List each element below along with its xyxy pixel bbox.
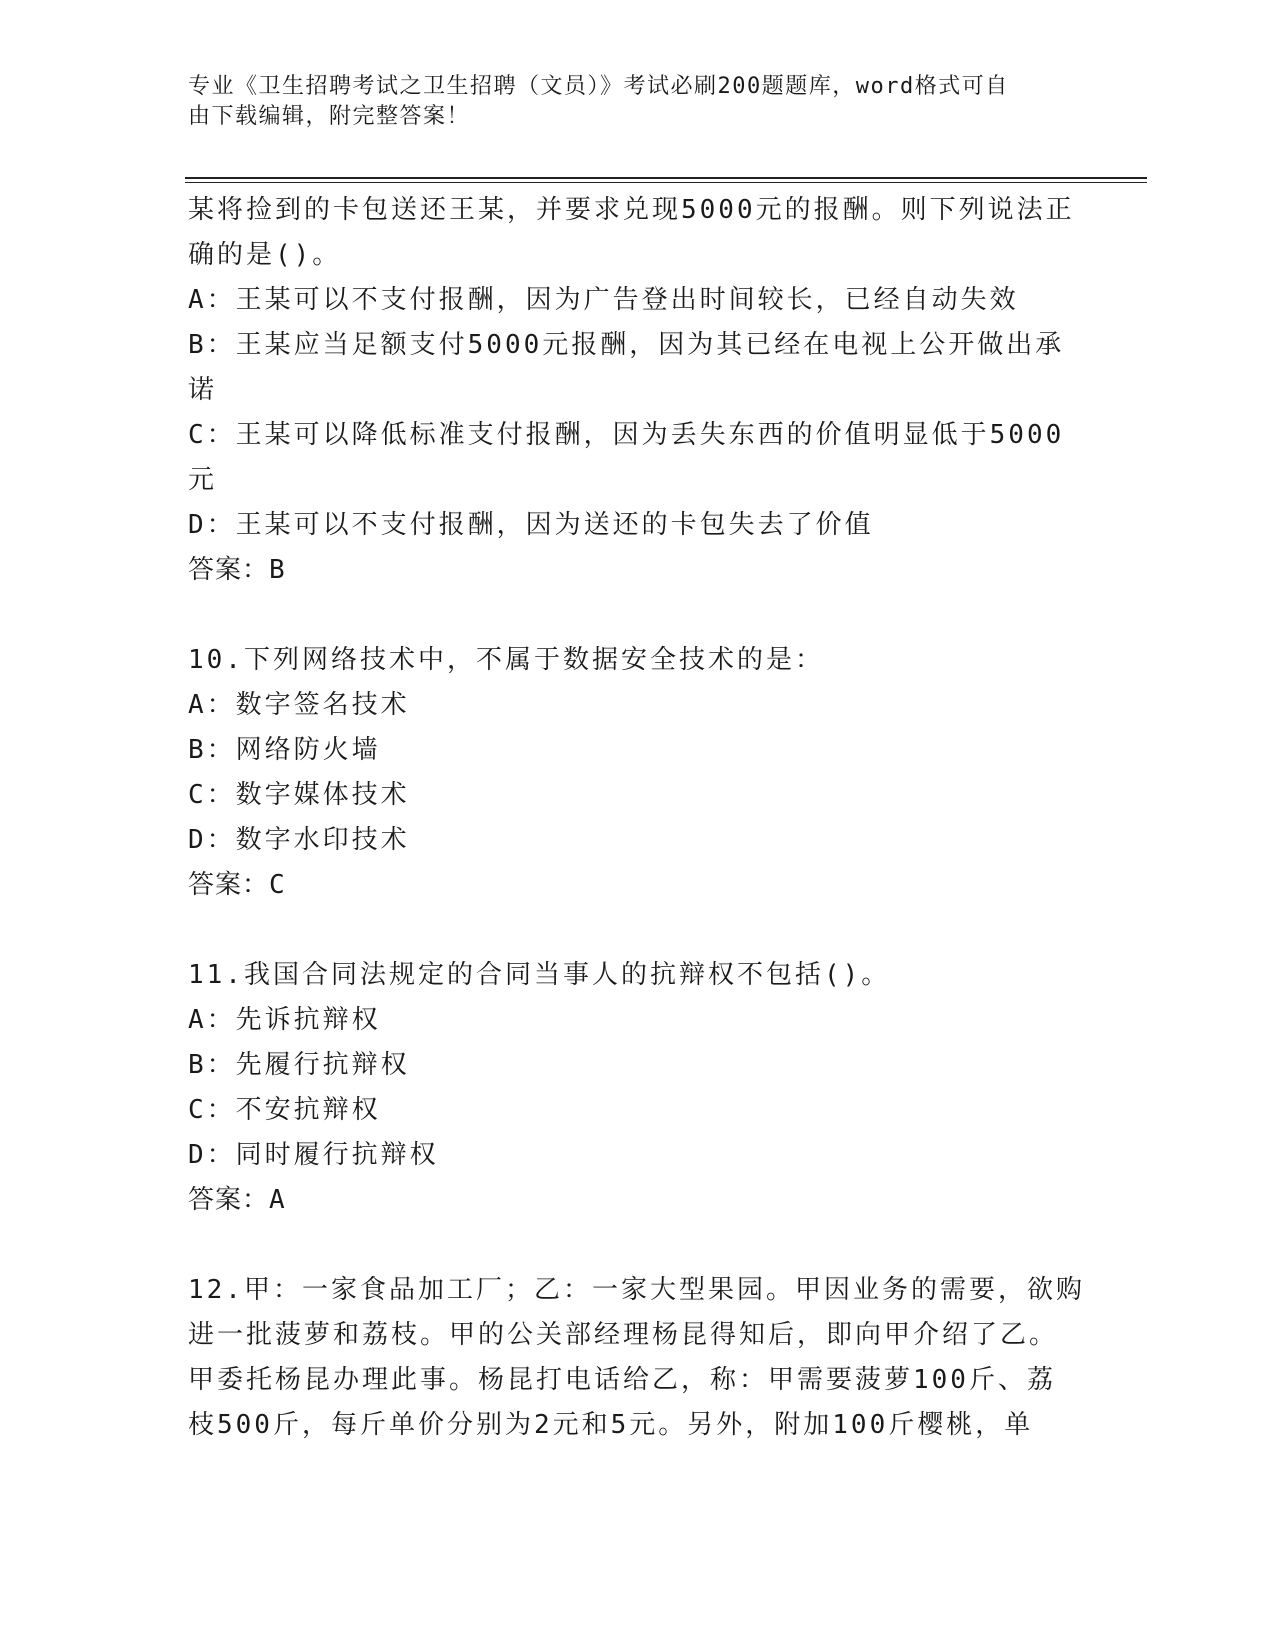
question-12 [188, 1268, 1088, 1448]
option-c: C：不安抗辩权 [188, 1095, 381, 1125]
option-a: A：王某可以不支付报酬，因为广告登出时间较长，已经自动失效 [188, 285, 1019, 315]
header-divider-thick [185, 177, 1147, 179]
spacer [188, 908, 1088, 953]
question-11 [188, 953, 1088, 1223]
answer: 答案：C [188, 870, 286, 900]
header-divider-thin [185, 182, 1147, 183]
option-b-cont: 诺 [188, 375, 218, 405]
question-stem: 10.下列网络技术中，不属于数据安全技术的是： [188, 645, 824, 675]
option-d: D：王某可以不支付报酬，因为送还的卡包失去了价值 [188, 510, 874, 540]
option-b: B：网络防火墙 [188, 735, 381, 765]
option-c: C：王某可以降低标准支付报酬，因为丢失东西的价值明显低于5000 [188, 420, 1065, 450]
question-stem-cont: 枝500斤，每斤单价分别为2元和5元。另外，附加100斤樱桃，单 [188, 1410, 1034, 1440]
answer: 答案：A [188, 1185, 286, 1215]
question-9 [188, 188, 1088, 593]
header-line-2: 由下载编辑，附完整答案！ [188, 104, 471, 129]
document-body [188, 188, 1088, 1448]
question-stem: 某将捡到的卡包送还王某，并要求兑现5000元的报酬。则下列说法正 [188, 195, 1075, 225]
question-10 [188, 638, 1088, 908]
question-stem-cont: 进一批菠萝和荔枝。甲的公关部经理杨昆得知后，即向甲介绍了乙。 [188, 1320, 1059, 1350]
option-d: D：数字水印技术 [188, 825, 410, 855]
header-line-1: 专业《卫生招聘考试之卫生招聘（文员）》考试必刷200题题库，word格式可自 [188, 74, 1009, 99]
spacer [188, 1223, 1088, 1268]
document-header [188, 72, 1068, 132]
question-stem: 12.甲：一家食品加工厂；乙：一家大型果园。甲因业务的需要，欲购 [188, 1275, 1085, 1305]
spacer [188, 593, 1088, 638]
answer: 答案：B [188, 555, 286, 585]
option-c: C：数字媒体技术 [188, 780, 410, 810]
option-c-cont: 元 [188, 465, 218, 495]
option-a: A：数字签名技术 [188, 690, 410, 720]
option-d: D：同时履行抗辩权 [188, 1140, 439, 1170]
question-stem-cont: 确的是()。 [188, 240, 342, 270]
option-b: B：王某应当足额支付5000元报酬，因为其已经在电视上公开做出承 [188, 330, 1065, 360]
question-stem-cont: 甲委托杨昆办理此事。杨昆打电话给乙，称：甲需要菠萝100斤、荔 [188, 1365, 1056, 1395]
question-stem: 11.我国合同法规定的合同当事人的抗辩权不包括()。 [188, 960, 891, 990]
option-a: A：先诉抗辩权 [188, 1005, 381, 1035]
option-b: B：先履行抗辩权 [188, 1050, 410, 1080]
